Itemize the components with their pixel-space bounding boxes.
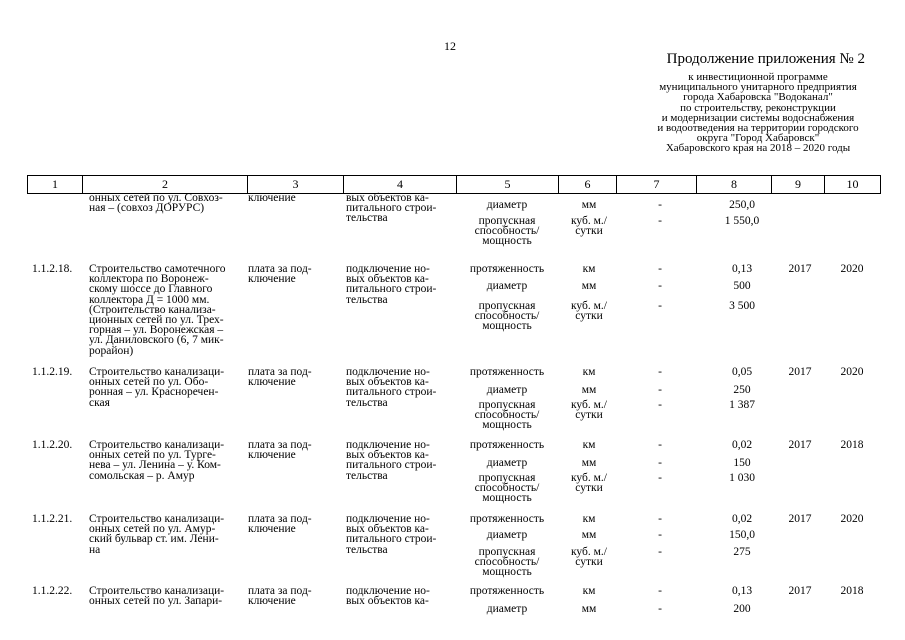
funding-source-line: плата за под- xyxy=(248,263,312,275)
parameter-name-line: пропускная xyxy=(478,300,536,312)
parameter-after: 1 550,0 xyxy=(724,215,760,227)
parameter-before: - xyxy=(658,439,662,451)
start-year: 2017 xyxy=(788,366,812,378)
parameter-after: 1 030 xyxy=(729,472,755,484)
parameter-name-line: протяженность xyxy=(469,513,545,525)
parameter-name xyxy=(457,301,557,332)
purpose xyxy=(346,514,462,555)
purpose xyxy=(346,367,462,408)
item-name xyxy=(89,367,247,408)
appendix-subtitle-line: и водоотведения на территории городского xyxy=(657,122,859,135)
parameter-name xyxy=(457,281,557,291)
parameter-name-line: диаметр xyxy=(486,603,528,615)
purpose-line: питального строи- xyxy=(346,283,437,296)
parameter-before: - xyxy=(658,513,662,525)
start-year: 2017 xyxy=(788,263,812,275)
parameter-name-line: способность/ xyxy=(474,556,540,569)
purpose xyxy=(346,264,462,305)
parameter-name-line: протяженность xyxy=(469,263,545,275)
purpose-line: подключение но- xyxy=(346,263,430,275)
parameter-after: 150 xyxy=(733,457,751,469)
parameter-name-line: пропускная xyxy=(478,546,536,558)
parameter-before: - xyxy=(658,215,662,227)
parameter-unit-line: куб. м./ xyxy=(571,300,607,312)
purpose-line: подключение но- xyxy=(346,585,430,597)
parameter-unit-line: сутки xyxy=(575,556,603,569)
parameter-unit-line: км xyxy=(582,263,596,275)
parameter-unit xyxy=(559,367,619,377)
parameter-unit-line: куб. м./ xyxy=(571,472,607,484)
parameter-unit-line: сутки xyxy=(575,409,603,422)
parameter-unit xyxy=(559,473,619,493)
purpose xyxy=(346,440,462,481)
funding-source xyxy=(248,440,340,460)
item-name-line: онных сетей по ул. Амур- xyxy=(89,523,216,536)
purpose-line: тельства xyxy=(346,396,388,409)
item-name xyxy=(89,264,247,356)
parameter-unit xyxy=(559,264,619,274)
parameter-unit xyxy=(559,514,619,524)
parameter-before: - xyxy=(658,546,662,558)
parameter-unit-line: куб. м./ xyxy=(571,215,607,227)
purpose-line: подключение но- xyxy=(346,513,430,525)
item-name-line: (Строительство канализа- xyxy=(89,303,216,316)
parameter-name-line: диаметр xyxy=(486,457,528,469)
column-header: 10 xyxy=(825,176,881,194)
parameter-unit xyxy=(559,458,619,468)
parameter-name xyxy=(457,514,557,524)
column-header: 5 xyxy=(457,176,559,194)
parameter-unit-line: сутки xyxy=(575,482,603,495)
funding-source xyxy=(248,514,340,534)
purpose-line: питального строи- xyxy=(346,202,437,215)
parameter-name-line: протяженность xyxy=(469,366,545,378)
parameter-unit-line: мм xyxy=(581,529,597,541)
item-name-line: онных сетей по ул. Обо- xyxy=(89,376,209,389)
parameter-unit xyxy=(559,200,619,210)
parameter-unit xyxy=(559,216,619,236)
parameter-unit xyxy=(559,301,619,321)
purpose xyxy=(346,193,462,224)
end-year: 2018 xyxy=(840,585,864,597)
parameter-after: 500 xyxy=(733,280,751,292)
funding-source-line: ключение xyxy=(248,595,296,608)
parameter-name xyxy=(457,400,557,431)
parameter-name-line: пропускная xyxy=(478,472,536,484)
funding-source xyxy=(248,264,340,284)
parameter-name-line: диаметр xyxy=(486,384,528,396)
parameter-before: - xyxy=(658,399,662,411)
parameter-name-line: мощность xyxy=(482,235,532,248)
item-name-line: ский бульвар ст. им. Лени- xyxy=(89,533,219,546)
parameter-unit-line: мм xyxy=(581,603,597,615)
parameter-name-line: мощность xyxy=(482,492,532,505)
parameter-unit-line: куб. м./ xyxy=(571,399,607,411)
parameter-name-line: диаметр xyxy=(486,529,528,541)
parameter-name-line: диаметр xyxy=(486,280,528,292)
column-header: 9 xyxy=(772,176,825,194)
item-number: 1.1.2.19. xyxy=(32,366,73,378)
purpose-line: подключение но- xyxy=(346,366,430,378)
item-name-line: сомольская – р. Амур xyxy=(89,469,195,482)
start-year: 2017 xyxy=(788,513,812,525)
column-header: 1 xyxy=(28,176,83,194)
parameter-name xyxy=(457,264,557,274)
purpose-line: питального строи- xyxy=(346,533,437,546)
column-header: 4 xyxy=(344,176,457,194)
column-header: 6 xyxy=(559,176,617,194)
funding-source-line: ключение xyxy=(248,376,296,389)
parameter-after: 0,13 xyxy=(731,585,753,597)
item-name xyxy=(89,514,247,555)
item-number: 1.1.2.18. xyxy=(32,263,73,275)
end-year: 2020 xyxy=(840,366,864,378)
funding-source-line: плата за под- xyxy=(248,513,312,525)
purpose-line: тельства xyxy=(346,293,388,306)
parameter-before: - xyxy=(658,457,662,469)
end-year: 2018 xyxy=(840,439,864,451)
parameter-unit-line: км xyxy=(582,585,596,597)
appendix-subtitle-line: по строительству, реконструкции xyxy=(680,101,836,114)
item-name-line: ная – (совхоз ДОРУРС) xyxy=(89,202,205,215)
funding-source xyxy=(248,193,340,203)
parameter-before: - xyxy=(658,366,662,378)
column-header: 3 xyxy=(248,176,344,194)
item-number: 1.1.2.21. xyxy=(32,513,73,525)
parameter-name-line: пропускная xyxy=(478,215,536,227)
parameter-unit-line: сутки xyxy=(575,310,603,323)
item-name xyxy=(89,440,247,481)
funding-source xyxy=(248,586,340,606)
parameter-unit-line: сутки xyxy=(575,225,603,238)
appendix-subtitle-line: к инвестиционной программе xyxy=(688,71,828,83)
parameter-name-line: способность/ xyxy=(474,310,540,323)
purpose-line: тельства xyxy=(346,212,388,225)
item-name-line: онных сетей по ул. Запари- xyxy=(89,595,223,608)
parameter-name-line: пропускная xyxy=(478,399,536,411)
funding-source-line: ключение xyxy=(248,192,296,204)
purpose-line: вых объектов ка- xyxy=(346,595,429,608)
parameter-unit xyxy=(559,530,619,540)
item-name-line: ская xyxy=(89,396,110,409)
funding-source-line: ключение xyxy=(248,449,296,462)
column-header: 8 xyxy=(697,176,772,194)
parameter-name xyxy=(457,385,557,395)
item-name-line: ронная – ул. Красноречен- xyxy=(89,386,219,399)
item-number: 1.1.2.22. xyxy=(32,585,73,597)
start-year: 2017 xyxy=(788,439,812,451)
purpose-line: питального строи- xyxy=(346,386,437,399)
parameter-after: 150,0 xyxy=(729,529,755,541)
parameter-unit xyxy=(559,281,619,291)
purpose-line: вых объектов ка- xyxy=(346,523,429,536)
parameter-after: 1 387 xyxy=(729,399,755,411)
parameter-before: - xyxy=(658,300,662,312)
parameter-after: 3 500 xyxy=(729,300,755,312)
parameter-unit xyxy=(559,385,619,395)
item-name-line: Строительство канализаци- xyxy=(89,513,225,525)
appendix-subtitle-line: города Хабаровска "Водоканал" xyxy=(683,91,833,104)
column-header-row xyxy=(28,176,881,194)
parameter-name-line: протяженность xyxy=(469,585,545,597)
parameter-before: - xyxy=(658,529,662,541)
parameter-before: - xyxy=(658,263,662,275)
parameter-name xyxy=(457,216,557,247)
item-name-line: онных сетей по ул. Совхоз- xyxy=(89,192,223,204)
parameter-name xyxy=(457,440,557,450)
item-name-line: коллектора Д = 1000 мм. xyxy=(89,293,210,306)
end-year: 2020 xyxy=(840,513,864,525)
item-name-line: онных сетей по ул. Турге- xyxy=(89,449,216,462)
funding-source-line: ключение xyxy=(248,523,296,536)
page-number: 12 xyxy=(444,39,456,53)
parameter-after: 200 xyxy=(733,603,751,615)
parameter-unit-line: куб. м./ xyxy=(571,546,607,558)
purpose-line: тельства xyxy=(346,469,388,482)
column-header: 2 xyxy=(83,176,248,194)
column-header: 7 xyxy=(617,176,697,194)
item-name-line: Строительство канализаци- xyxy=(89,439,225,451)
purpose-line: вых объектов ка- xyxy=(346,273,429,286)
parameter-name-line: диаметр xyxy=(486,199,528,211)
parameter-unit-line: мм xyxy=(581,384,597,396)
parameter-unit-line: км xyxy=(582,439,596,451)
end-year: 2020 xyxy=(840,263,864,275)
appendix-subtitle-line: муниципального унитарного предприятия xyxy=(659,81,857,94)
start-year: 2017 xyxy=(788,585,812,597)
parameter-after: 275 xyxy=(733,546,751,558)
parameter-unit-line: мм xyxy=(581,457,597,469)
parameter-name-line: протяженность xyxy=(469,439,545,451)
parameter-before: - xyxy=(658,384,662,396)
appendix-subtitle-line: и модернизации системы водоснабжения xyxy=(661,111,855,124)
item-name-line: горная – ул. Воронежская – xyxy=(89,324,224,337)
parameter-name xyxy=(457,367,557,377)
purpose-line: вых объектов ка- xyxy=(346,449,429,462)
parameter-name xyxy=(457,200,557,210)
funding-source-line: плата за под- xyxy=(248,585,312,597)
purpose-line: тельства xyxy=(346,543,388,556)
parameter-after: 0,02 xyxy=(731,513,753,525)
item-name-line: на xyxy=(89,543,101,556)
parameter-after: 0,02 xyxy=(731,439,753,451)
item-name-line: нева – ул. Ленина – у. Ком- xyxy=(89,459,221,472)
appendix-subtitle-line: Хабаровского края на 2018 – 2020 годы xyxy=(665,142,851,155)
funding-source-line: плата за под- xyxy=(248,366,312,378)
purpose xyxy=(346,586,462,606)
parameter-unit xyxy=(559,604,619,614)
funding-source-line: ключение xyxy=(248,273,296,286)
item-name-line: Строительство канализаци- xyxy=(89,585,225,597)
appendix-title: Продолжение приложения № 2 xyxy=(666,51,865,67)
parameter-after: 0,13 xyxy=(731,263,753,275)
parameter-name xyxy=(457,604,557,614)
parameter-unit xyxy=(559,586,619,596)
purpose-line: подключение но- xyxy=(346,439,430,451)
parameter-before: - xyxy=(658,585,662,597)
item-name-line: коллектора по Воронеж- xyxy=(89,273,209,286)
appendix-subtitle xyxy=(628,72,888,154)
item-name xyxy=(89,193,247,213)
parameter-name-line: способность/ xyxy=(474,409,540,422)
parameter-unit-line: мм xyxy=(581,280,597,292)
parameter-name xyxy=(457,547,557,578)
parameter-name xyxy=(457,530,557,540)
parameter-before: - xyxy=(658,280,662,292)
parameter-name xyxy=(457,586,557,596)
purpose-line: вых объектов ка- xyxy=(346,376,429,389)
parameter-unit xyxy=(559,400,619,420)
parameter-name-line: способность/ xyxy=(474,482,540,495)
parameter-unit-line: км xyxy=(582,513,596,525)
parameter-unit xyxy=(559,547,619,567)
parameter-unit-line: мм xyxy=(581,199,597,211)
parameter-name-line: мощность xyxy=(482,419,532,432)
parameter-name xyxy=(457,473,557,504)
parameter-name xyxy=(457,458,557,468)
item-name-line: рорайон) xyxy=(89,344,134,357)
parameter-before: - xyxy=(658,603,662,615)
appendix-subtitle-line: округа "Город Хабаровск" xyxy=(696,132,820,145)
parameter-name-line: мощность xyxy=(482,320,532,333)
item-name-line: ционных сетей по ул. Трех- xyxy=(89,314,224,327)
purpose-line: вых объектов ка- xyxy=(346,192,429,204)
parameter-unit-line: км xyxy=(582,366,596,378)
parameter-name-line: мощность xyxy=(482,566,532,579)
parameter-after: 250 xyxy=(733,384,751,396)
item-name-line: ул. Даниловского (6, 7 мик- xyxy=(89,334,224,347)
item-number: 1.1.2.20. xyxy=(32,439,73,451)
funding-source xyxy=(248,367,340,387)
purpose-line: питального строи- xyxy=(346,459,437,472)
item-name-line: Строительство самотечного xyxy=(89,263,226,275)
parameter-after: 250,0 xyxy=(729,199,755,211)
item-name-line: Строительство канализаци- xyxy=(89,366,225,378)
parameter-name-line: способность/ xyxy=(474,225,540,238)
parameter-before: - xyxy=(658,199,662,211)
item-name xyxy=(89,586,247,606)
parameter-unit xyxy=(559,440,619,450)
item-name-line: скому шоссе до Главного xyxy=(89,283,213,296)
parameter-after: 0,05 xyxy=(731,366,753,378)
funding-source-line: плата за под- xyxy=(248,439,312,451)
parameter-before: - xyxy=(658,472,662,484)
